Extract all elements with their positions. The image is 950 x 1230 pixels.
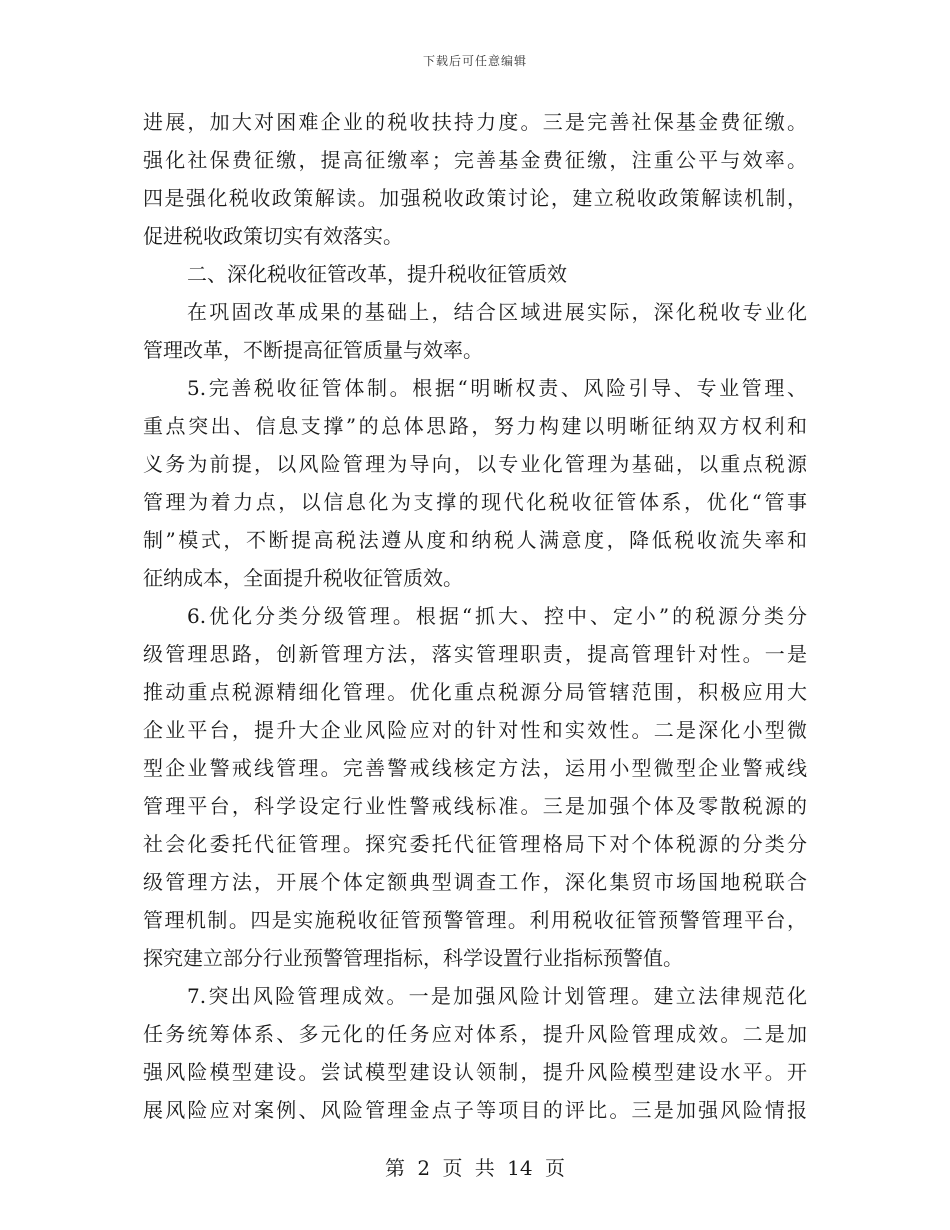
text-line: 型企业警戒线管理。完善警戒线核定方法，运用小型微型企业警戒线 [143, 756, 807, 780]
text-line: 管理为着力点，以信息化为支撑的现代化税收征管体系，优化“管事 [143, 490, 807, 514]
page-number-footer: 第 2 页 共 14 页 [385, 1156, 565, 1180]
text-line: 级管理方法，开展个体定额典型调查工作，深化集贸市场国地税联合 [143, 870, 807, 894]
text-line: 四是强化税收政策解读。加强税收政策讨论，建立税收政策解读机制， [143, 186, 807, 210]
text-line: 促进税收政策切实有效落实。 [143, 224, 403, 248]
text-line: 5.完善税收征管体制。根据“明晰权责、风险引导、专业管理、 [187, 376, 807, 400]
text-line: 7.突出风险管理成效。一是加强风险计划管理。建立法律规范化 [187, 984, 807, 1008]
text-line: 进展，加大对困难企业的税收扶持力度。三是完善社保基金费征缴。 [143, 110, 807, 134]
text-line: 重点突出、信息支撑”的总体思路，努力构建以明晰征纳双方权利和 [143, 414, 807, 438]
text-line: 强化社保费征缴，提高征缴率；完善基金费征缴，注重公平与效率。 [143, 148, 807, 172]
page-header: 下载后可任意编辑 [422, 54, 527, 68]
text-line: 6.优化分类分级管理。根据“抓大、控中、定小”的税源分类分 [187, 604, 807, 628]
text-line: 二、深化税收征管改革，提升税收征管质效 [187, 262, 567, 286]
text-line: 管理机制。四是实施税收征管预警管理。利用税收征管预警管理平台， [143, 908, 807, 932]
text-line: 强风险模型建设。尝试模型建设认领制，提升风险模型建设水平。开 [143, 1060, 807, 1084]
text-line: 级管理思路，创新管理方法，落实管理职责，提高管理针对性。一是 [143, 642, 807, 666]
document-body [143, 103, 807, 1129]
text-line: 企业平台，提升大企业风险应对的针对性和实效性。二是深化小型微 [143, 718, 807, 742]
text-line: 展风险应对案例、风险管理金点子等项目的评比。三是加强风险情报 [143, 1098, 807, 1122]
text-line: 推动重点税源精细化管理。优化重点税源分局管辖范围，积极应用大 [143, 680, 807, 704]
text-line: 义务为前提，以风险管理为导向，以专业化管理为基础，以重点税源 [143, 452, 807, 476]
text-line: 征纳成本，全面提升税收征管质效。 [143, 566, 463, 590]
text-line: 社会化委托代征管理。探究委托代征管理格局下对个体税源的分类分 [143, 832, 807, 856]
text-line: 管理平台，科学设定行业性警戒线标准。三是加强个体及零散税源的 [143, 794, 807, 818]
text-line: 探究建立部分行业预警管理指标，科学设置行业指标预警值。 [143, 946, 683, 970]
text-line: 在巩固改革成果的基础上，结合区域进展实际，深化税收专业化 [187, 300, 807, 324]
text-line: 制”模式，不断提高税法遵从度和纳税人满意度，降低税收流失率和 [143, 528, 807, 552]
text-line: 管理改革，不断提高征管质量与效率。 [143, 338, 483, 362]
text-line: 任务统筹体系、多元化的任务应对体系，提升风险管理成效。二是加 [143, 1022, 807, 1046]
